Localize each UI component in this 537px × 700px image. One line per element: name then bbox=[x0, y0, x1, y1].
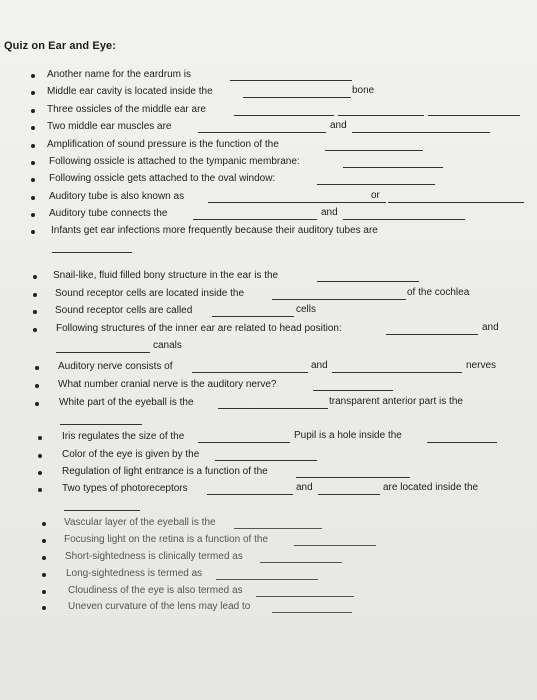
question-eardrum bbox=[0, 69, 537, 85]
bullet-icon bbox=[31, 91, 35, 95]
bullet-icon bbox=[33, 275, 37, 279]
question-head-position bbox=[0, 323, 537, 339]
label-canals: canals bbox=[153, 340, 182, 351]
question-focusing-light bbox=[0, 534, 537, 550]
question-text: Cloudiness of the eye is also termed as bbox=[68, 585, 243, 596]
question-text: What number cranial nerve is the auditory nerve? bbox=[58, 379, 277, 390]
question-infant-infections bbox=[0, 225, 537, 241]
question-text: Middle ear cavity is located inside the bbox=[47, 86, 213, 97]
label-located-inside: are located inside the bbox=[383, 482, 479, 493]
question-text: Following ossicle is attached to the tympanic membrane: bbox=[49, 156, 300, 167]
answer-blank[interactable] bbox=[272, 601, 352, 613]
bullet-icon bbox=[38, 471, 42, 475]
bullet-icon bbox=[42, 606, 46, 610]
question-text: Two types of photoreceptors bbox=[62, 483, 188, 494]
question-head-position-continued bbox=[0, 341, 537, 357]
question-photoreceptors bbox=[0, 483, 537, 499]
answer-blank[interactable] bbox=[192, 361, 308, 373]
answer-blank[interactable] bbox=[294, 534, 376, 546]
bullet-icon bbox=[42, 556, 46, 560]
answer-blank[interactable] bbox=[343, 208, 465, 220]
question-auditory-nerve bbox=[0, 361, 537, 377]
answer-blank[interactable] bbox=[296, 466, 410, 478]
question-eyeball-parts bbox=[0, 397, 537, 413]
answer-blank[interactable] bbox=[332, 361, 462, 373]
bullet-icon bbox=[31, 126, 35, 130]
answer-blank[interactable] bbox=[272, 288, 406, 300]
bullet-icon bbox=[33, 310, 37, 314]
question-text: Infants get ear infections more frequently because their auditory tubes are bbox=[51, 225, 378, 236]
question-text: Amplification of sound pressure is the function of the bbox=[47, 139, 279, 150]
question-text: Color of the eye is given by the bbox=[62, 449, 200, 460]
bullet-icon bbox=[42, 522, 46, 526]
question-text: Focusing light on the retina is a function of the bbox=[64, 534, 269, 545]
bullet-icon bbox=[31, 213, 35, 217]
answer-blank[interactable] bbox=[207, 483, 293, 495]
label-of-the-cochlea: of the cochlea bbox=[407, 287, 470, 298]
question-text: White part of the eyeball is the bbox=[59, 397, 194, 408]
question-text: Short-sightedness is clinically termed as bbox=[65, 551, 243, 562]
answer-blank[interactable] bbox=[230, 69, 352, 81]
question-text: Uneven curvature of the lens may lead to bbox=[68, 601, 251, 612]
question-text: Three ossicles of the middle ear are bbox=[47, 104, 206, 115]
label-or: or bbox=[371, 190, 380, 201]
bullet-icon bbox=[31, 109, 35, 113]
quiz-title: Quiz on Ear and Eye: bbox=[4, 40, 117, 52]
answer-blank[interactable] bbox=[234, 104, 334, 116]
answer-blank[interactable] bbox=[325, 139, 423, 151]
answer-blank[interactable] bbox=[208, 191, 386, 203]
bullet-icon bbox=[35, 366, 39, 370]
label-cells: cells bbox=[296, 304, 317, 315]
bullet-icon bbox=[42, 573, 46, 577]
bullet-icon bbox=[31, 230, 35, 234]
answer-blank[interactable] bbox=[317, 270, 419, 282]
answer-blank[interactable] bbox=[317, 173, 435, 185]
label-nerves: nerves bbox=[466, 360, 497, 371]
answer-blank[interactable] bbox=[56, 341, 150, 353]
answer-blank[interactable] bbox=[198, 121, 326, 133]
answer-blank[interactable] bbox=[313, 379, 393, 391]
bullet-icon bbox=[31, 178, 35, 182]
answer-blank[interactable] bbox=[427, 431, 497, 443]
question-receptor-location bbox=[0, 288, 537, 304]
answer-blank[interactable] bbox=[216, 568, 318, 580]
question-text: Auditory nerve consists of bbox=[58, 361, 173, 372]
answer-blank[interactable] bbox=[338, 104, 424, 116]
question-text: Vascular layer of the eyeball is the bbox=[64, 517, 216, 528]
question-muscles bbox=[0, 121, 537, 137]
question-amplification bbox=[0, 139, 537, 155]
bullet-icon bbox=[31, 161, 35, 165]
bullet-icon bbox=[35, 402, 39, 406]
label-and: and bbox=[311, 360, 328, 371]
question-long-sightedness bbox=[0, 568, 537, 584]
question-cranial-nerve bbox=[0, 379, 537, 395]
answer-line-row bbox=[0, 241, 537, 257]
bullet-icon bbox=[31, 74, 35, 78]
bullet-icon bbox=[35, 384, 39, 388]
bullet-icon bbox=[31, 144, 35, 148]
answer-blank[interactable] bbox=[234, 517, 322, 529]
question-receptor-cells bbox=[0, 305, 537, 321]
question-auditory-tube-name bbox=[0, 191, 537, 207]
label-transparent-anterior: transparent anterior part is the bbox=[329, 396, 463, 407]
question-text: Sound receptor cells are called bbox=[55, 305, 193, 316]
label-bone: bone bbox=[352, 85, 375, 96]
answer-blank[interactable] bbox=[428, 104, 520, 116]
question-text: Regulation of light entrance is a function of the bbox=[62, 466, 268, 477]
answer-blank[interactable] bbox=[64, 499, 140, 511]
answer-blank[interactable] bbox=[198, 431, 290, 443]
question-oval-window-ossicle bbox=[0, 173, 537, 189]
label-pupil: Pupil is a hole inside the bbox=[294, 430, 402, 441]
bullet-icon bbox=[31, 196, 35, 200]
label-and: and bbox=[321, 207, 338, 218]
label-and: and bbox=[296, 482, 313, 493]
question-vascular-layer bbox=[0, 517, 537, 533]
label-and: and bbox=[482, 322, 499, 333]
answer-blank[interactable] bbox=[218, 397, 328, 409]
bullet-icon bbox=[38, 454, 42, 458]
question-eye-color bbox=[0, 449, 537, 465]
answer-blank[interactable] bbox=[215, 449, 317, 461]
question-text: Snail-like, fluid filled bony structure in the ear is the bbox=[53, 270, 279, 281]
answer-blank[interactable] bbox=[52, 241, 132, 253]
answer-line-row bbox=[0, 413, 537, 429]
answer-blank[interactable] bbox=[260, 551, 342, 563]
label-and: and bbox=[330, 120, 347, 131]
question-lens-curvature bbox=[0, 601, 537, 617]
question-text: Long-sightedness is termed as bbox=[66, 568, 203, 579]
question-text: Following structures of the inner ear are related to head position: bbox=[56, 323, 342, 334]
answer-blank[interactable] bbox=[243, 86, 351, 98]
question-text: Sound receptor cells are located inside the bbox=[55, 288, 245, 299]
bullet-icon bbox=[38, 436, 42, 440]
question-text: Iris regulates the size of the bbox=[62, 431, 185, 442]
question-snail-structure bbox=[0, 270, 537, 286]
question-cloudiness bbox=[0, 585, 537, 601]
question-light-regulation bbox=[0, 466, 537, 482]
bullet-icon bbox=[38, 488, 42, 492]
question-text: Following ossicle gets attached to the oval window: bbox=[49, 173, 276, 184]
answer-blank[interactable] bbox=[386, 323, 478, 335]
question-text: Two middle ear muscles are bbox=[47, 121, 172, 132]
question-ossicles bbox=[0, 104, 537, 120]
bullet-icon bbox=[33, 293, 37, 297]
question-auditory-tube-connects bbox=[0, 208, 537, 224]
answer-blank[interactable] bbox=[212, 305, 294, 317]
bullet-icon bbox=[42, 539, 46, 543]
question-text: Auditory tube connects the bbox=[49, 208, 168, 219]
answer-blank[interactable] bbox=[343, 156, 443, 168]
question-tympanic-ossicle bbox=[0, 156, 537, 172]
question-middle-ear bbox=[0, 86, 537, 102]
question-iris bbox=[0, 431, 537, 447]
bullet-icon bbox=[42, 590, 46, 594]
answer-line-row bbox=[0, 499, 537, 515]
question-text: Another name for the eardrum is bbox=[47, 69, 191, 80]
answer-blank[interactable] bbox=[193, 208, 317, 220]
answer-blank[interactable] bbox=[352, 121, 490, 133]
bullet-icon bbox=[33, 328, 37, 332]
answer-blank[interactable] bbox=[388, 191, 524, 203]
answer-blank[interactable] bbox=[256, 585, 354, 597]
answer-blank[interactable] bbox=[60, 413, 142, 425]
question-short-sightedness bbox=[0, 551, 537, 567]
answer-blank[interactable] bbox=[318, 483, 380, 495]
question-text: Auditory tube is also known as bbox=[49, 191, 185, 202]
